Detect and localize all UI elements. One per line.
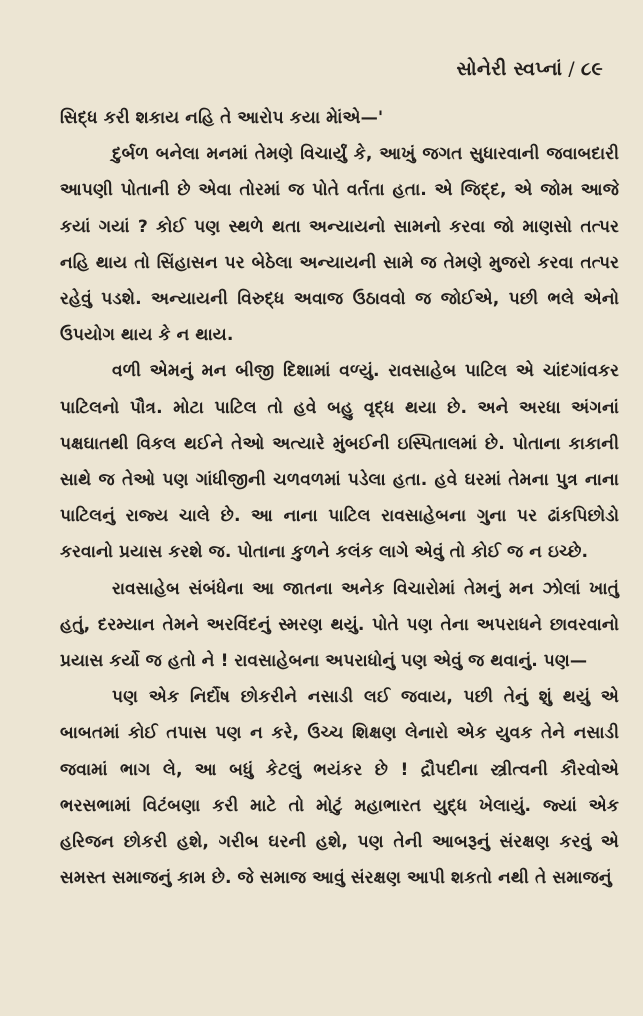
book-title: સોનેરી સ્વપ્નાં bbox=[456, 58, 563, 80]
paragraph: વળી એમનું મન બીજી દિશામાં વળ્યું. રાવસાહેબ પાટિલ એ ચાંદગાંવકર પાટિલનો પૌત્ર. મોટા પાટિલ તો હવે બહુ વૃદ્ધ થયા છે. અને અરધા અંગનાં પક્ષઘાતથી વિકલ થઈને તેઓ અત્યારે મુંબઈની ઇસ્પિતાલમાં છે. પોતાના કાકાની સાથે જ તેઓ પણ ગાંધીજીની ચળવળમાં પડેલા હતા. હવે ઘરમાં તેમના પુત્ર નાના પાટિલનું રાજ્ય ચાલે છે. આ નાના પાટિલ રાવસાહેબના ગુના પર ઢાંકપિછોડો કરવાનો પ્રયાસ કરશે જ. પોતાના કુળને કલંક લાગે એવું તો કોઈ જ ન ઇચ્છે. bbox=[60, 361, 619, 563]
running-header bbox=[457, 58, 603, 80]
page-body bbox=[60, 100, 619, 896]
page-number: ૮૯ bbox=[580, 58, 603, 80]
paragraph: દુર્બળ બનેલા મનમાં તેમણે વિચાર્યું કે, આખું જગત સુધારવાની જવાબદારી આપણી પોતાની છે એવા તોરમાં જ પોતે વર્તતા હતા. એ જિદ્દ, એ જોમ આજે કયાં ગયાં ? કોઈ પણ સ્થળે થતા અન્યાયનો સામનો કરવા જો માણસો તત્પર નહિ થાય તો સિંહાસન પર બેઠેલા અન્યાયની સામે જ તેમણે મુજરો કરવા તત્પર રહેવું પડશે. અન્યાયની વિરુદ્ધ અવાજ ઉઠાવવો જ જોઈએ, પછી ભલે એનો ઉપયોગ થાય કે ન થાય. bbox=[60, 144, 619, 346]
header-separator: / bbox=[568, 58, 575, 80]
paragraph-continuation: સિદ્ધ કરી શકાય નહિ તે આરોપ કયા મેાંએ—' bbox=[60, 108, 384, 128]
paragraph: રાવસાહેબ સંબંધેના આ જાતના અનેક વિચારોમાં તેમનું મન ઝોલાં ખાતું હતું, દરમ્યાન તેમને અરવિંદનું સ્મરણ થયું. પોતે પણ તેના અપરાધને છાવરવાનો પ્રયાસ કર્યો જ હતો ને ! રાવસાહેબના અપરાધોનું પણ એવું જ થવાનું. પણ— bbox=[60, 578, 619, 672]
paragraph: પણ એક નિર્દોષ છોકરીને નસાડી લઈ જવાય, પછી તેનું શું થયું એ બાબતમાં કોઈ તપાસ પણ ન કરે, ઉચ્ચ શિક્ષણ લેનારો એક યુવક તેને નસાડી જવામાં ભાગ લે, આ બધું કેટલું ભયંકર છે ! દ્રૌપદીના સ્ત્રીત્વની કૌરવોએ ભરસભામાં વિટંબણા કરી માટે તો મોટું મહાભારત યુદ્ધ ખેલાયું. જ્યાં એક હરિજન છોકરી હશે, ગરીબ ઘરની હશે, પણ તેની આબરૂનું સંરક્ષણ કરવું એ સમસ્ત સમાજનું કામ છે. જે સમાજ આવું સંરક્ષણ આપી શકતો નથી તે સમાજનું bbox=[60, 687, 619, 889]
